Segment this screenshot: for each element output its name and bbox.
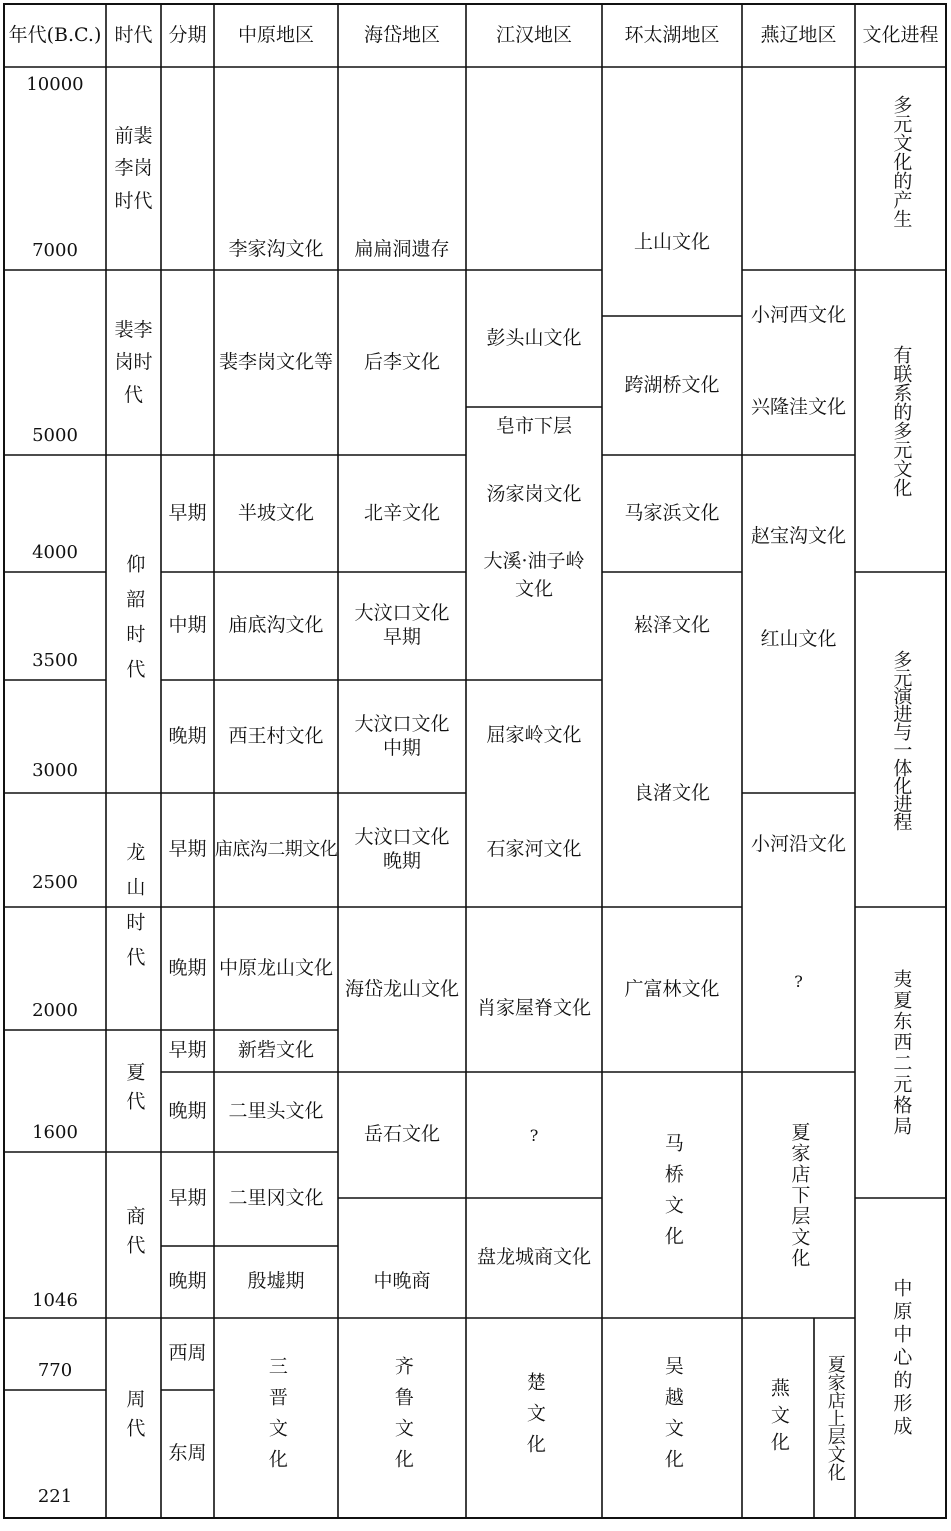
- culture-cell: [466, 545, 602, 605]
- culture-cell: ?: [794, 972, 803, 991]
- culture-cell: 半坡文化: [237, 501, 314, 524]
- culture-cell: 广富林文化: [624, 977, 720, 1000]
- year-label: 4000: [32, 542, 78, 563]
- period-cell: 早期: [168, 1187, 207, 1210]
- period-cell: 晚期: [168, 1100, 207, 1123]
- culture-cell: 中原龙山文化: [218, 956, 333, 979]
- header-haidai: 海岱地区: [363, 23, 440, 46]
- year-label: 2000: [32, 1000, 78, 1021]
- header-jianghan: 江汉地区: [495, 23, 572, 46]
- culture-cell: 后李文化: [363, 350, 440, 373]
- culture-cell: ?: [529, 1126, 539, 1145]
- culture-cell: 庙底沟二期文化: [214, 838, 338, 860]
- process-cell: [855, 907, 946, 1198]
- period-cell: 早期: [168, 1039, 207, 1062]
- culture-cell: 皂市下层: [495, 415, 572, 438]
- period-cell: 中期: [168, 614, 207, 637]
- culture-cell: [338, 1318, 466, 1518]
- year-label: 3000: [32, 760, 78, 781]
- culture-cell: 海岱龙山文化: [344, 977, 459, 1000]
- header-yanliao: 燕辽地区: [760, 23, 837, 46]
- culture-cell: 小河西文化: [750, 304, 846, 327]
- era-shang: [106, 1152, 161, 1318]
- culture-label: 吴越文化: [661, 1356, 684, 1480]
- year-label: 2500: [32, 872, 78, 893]
- era-label: 周代: [123, 1389, 146, 1447]
- process-cell: [855, 572, 946, 907]
- header-period: 分期: [168, 23, 207, 46]
- process-label: 多元演进与一体化进程: [890, 649, 913, 830]
- year-label: 7000: [32, 240, 78, 261]
- era-label: 前裴李岗时代: [114, 125, 153, 212]
- header-era: 时代: [114, 23, 153, 46]
- culture-label: 夏家店上层文化: [824, 1355, 846, 1481]
- culture-cell: 盘龙城商文化: [476, 1246, 591, 1269]
- process-label: 中原中心的形成: [890, 1277, 913, 1439]
- period-cell: 早期: [168, 838, 207, 861]
- era-peiligang: [106, 270, 161, 455]
- year-label: 5000: [32, 425, 78, 446]
- culture-cell: 裴李岗文化等: [218, 350, 333, 373]
- year-label: 770: [37, 1360, 73, 1381]
- year-label: 221: [37, 1486, 73, 1507]
- year-label: 3500: [32, 650, 78, 671]
- process-label: 夷夏东西二元格局: [890, 968, 913, 1137]
- era-label: 仰韶时代: [123, 554, 146, 694]
- culture-cell: 汤家岗文化: [486, 483, 582, 506]
- culture-label: 夏家店下层文化: [788, 1121, 811, 1269]
- culture-cell: 跨湖桥文化: [624, 373, 720, 396]
- culture-label: 大溪·油子岭文化: [483, 549, 585, 600]
- culture-cell: 彭头山文化: [486, 326, 582, 349]
- culture-cell: [338, 680, 466, 793]
- culture-cell: [602, 1318, 742, 1518]
- culture-label: 大汶口文化中期: [354, 712, 450, 759]
- culture-cell: 上山文化: [633, 231, 710, 254]
- era-label: 商代: [123, 1206, 146, 1264]
- culture-cell: 崧泽文化: [633, 614, 710, 637]
- culture-cell: 李家沟文化: [228, 238, 324, 260]
- process-label: 多元文化的产生: [890, 95, 913, 228]
- process-cell: [855, 1198, 946, 1518]
- culture-cell: [214, 1318, 338, 1518]
- culture-cell: 扁扁洞遗存: [354, 238, 450, 260]
- culture-cell: 赵宝沟文化: [750, 525, 846, 548]
- process-cell: [855, 67, 946, 270]
- culture-label: 楚文化: [523, 1371, 546, 1465]
- culture-cell: 小河沿文化: [750, 833, 846, 856]
- year-label: 10000: [26, 74, 84, 95]
- culture-cell: [338, 793, 466, 907]
- period-cell: 东周: [168, 1442, 207, 1465]
- header-year: 年代(B.C.): [8, 23, 102, 46]
- era-qianpei: [106, 67, 161, 270]
- culture-cell: 岳石文化: [363, 1123, 440, 1146]
- culture-cell: 兴隆洼文化: [750, 396, 846, 419]
- era-zhou: [106, 1318, 161, 1518]
- era-label: 裴李岗时代: [114, 319, 153, 406]
- period-cell: 早期: [168, 501, 207, 524]
- period-cell: 晚期: [168, 956, 207, 979]
- culture-cell: 中晚商: [373, 1270, 431, 1293]
- culture-cell: 红山文化: [760, 628, 837, 651]
- era-yangshao: [106, 455, 161, 793]
- culture-cell: 肖家屋脊文化: [476, 997, 591, 1020]
- culture-cell: 庙底沟文化: [228, 614, 324, 637]
- culture-label: 燕文化: [767, 1377, 790, 1459]
- period-cell: 晚期: [168, 1270, 207, 1293]
- culture-cell: [742, 1072, 855, 1318]
- culture-label: 大汶口文化早期: [354, 602, 450, 648]
- header-zhongyuan: 中原地区: [237, 23, 314, 46]
- culture-cell: 屈家岭文化: [486, 724, 582, 747]
- culture-cell: 新砦文化: [237, 1039, 314, 1062]
- culture-cell: 殷墟期: [247, 1270, 305, 1293]
- culture-cell: [814, 1318, 855, 1518]
- culture-cell: 二里冈文化: [228, 1187, 324, 1210]
- culture-label: 齐鲁文化: [391, 1356, 414, 1480]
- culture-cell: [466, 1318, 602, 1518]
- culture-cell: 北辛文化: [363, 501, 440, 524]
- culture-cell: 二里头文化: [228, 1100, 324, 1123]
- culture-cell: 西王村文化: [228, 724, 324, 747]
- culture-cell: 马家浜文化: [624, 501, 720, 524]
- period-cell: 晚期: [168, 724, 207, 747]
- culture-cell: [602, 1072, 742, 1318]
- process-cell: [855, 270, 946, 572]
- process-label: 有联系的多元文化: [890, 345, 913, 497]
- culture-label: 大汶口文化晚期: [354, 826, 450, 872]
- culture-cell: 良渚文化: [633, 781, 710, 804]
- era-label: 夏代: [123, 1062, 146, 1120]
- header-huantaihu: 环太湖地区: [624, 23, 720, 46]
- era-longshan: [106, 793, 161, 1030]
- culture-cell: 石家河文化: [486, 838, 582, 861]
- period-cell: 西周: [168, 1342, 207, 1365]
- era-xia: [106, 1030, 161, 1152]
- culture-label: 三晋文化: [265, 1356, 288, 1480]
- culture-label: 马桥文化: [661, 1133, 684, 1257]
- header-process: 文化进程: [862, 23, 939, 46]
- culture-cell: [338, 572, 466, 680]
- year-label: 1046: [32, 1290, 78, 1311]
- era-label: 龙山时代: [123, 841, 146, 982]
- year-label: 1600: [32, 1122, 78, 1143]
- culture-cell: [742, 1318, 814, 1518]
